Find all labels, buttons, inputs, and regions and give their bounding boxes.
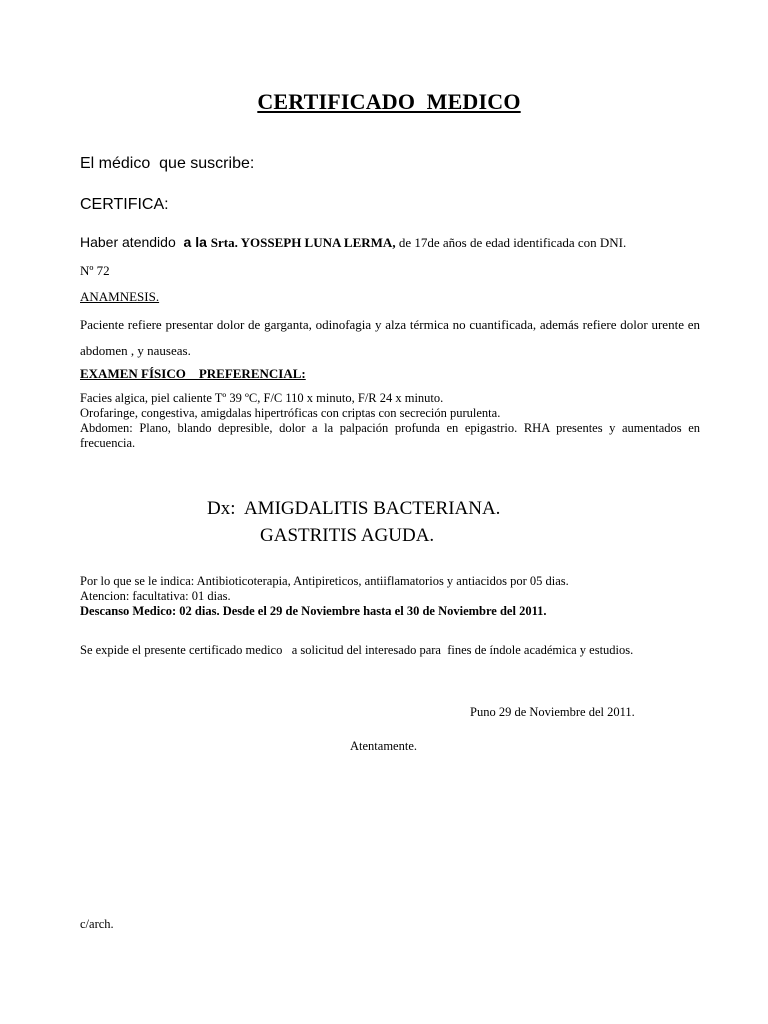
haber-text: Haber atendido [80, 234, 180, 250]
date-text: Puno 29 de Noviembre del 2011. [470, 705, 635, 719]
indication-line-2: Atencion: facultativa: 01 dias. [80, 589, 231, 603]
dni-text: Nº 72 [80, 263, 110, 278]
diagnosis-line-1: Dx: AMIGDALITIS BACTERIANA. [207, 498, 501, 519]
exam-body [80, 391, 700, 451]
rest-period: Descanso Medico: 02 dias. Desde el 29 de Noviembre hasta el 30 de Noviembre del 2011. [80, 604, 547, 618]
exam-line-1: Facies algica, piel caliente Tº 39 ºC, F/C 110 x minuto, F/R 24 x minuto. [80, 391, 444, 405]
patient-name: Srta. YOSSEPH LUNA LERMA, [210, 235, 396, 250]
patient-rest: de 17de años de edad identificada con DNI. [395, 235, 627, 250]
indication-line-1: Por lo que se le indica: Antibioticoterapia, Antipireticos, antiiflamatorios y antiacidos por 05 dias. [80, 574, 569, 588]
diagnosis-line-2: GASTRITIS AGUDA. [260, 525, 435, 546]
patient-line [80, 234, 626, 251]
page-title: CERTIFICADO MEDICO [257, 89, 521, 114]
intro-text: El médico que suscribe: [80, 155, 255, 172]
archive-note: c/arch. [80, 917, 114, 931]
anamnesis-text: Paciente refiere presentar dolor de garganta, odinofagia y alza térmica no cuantificada, además refiere dolor urente en abdomen , y nauseas. [80, 317, 700, 358]
anamnesis-heading: ANAMNESIS. [80, 289, 160, 304]
a-la-text: a la [179, 234, 211, 250]
exam-heading: EXAMEN FÍSICO _ PREFERENCIAL: [80, 366, 306, 381]
closing-text: Atentamente. [350, 739, 417, 753]
exam-line-2: Orofaringe, congestiva, amigdalas hipertróficas con criptas con secreción purulenta. [80, 406, 501, 420]
indication-block [80, 574, 700, 619]
expide-text: Se expide el presente certificado medico a solicitud del interesado para fines de índole académica y estudios. [80, 643, 634, 657]
certifica-heading: CERTIFICA: [80, 196, 169, 213]
exam-line-3: Abdomen: Plano, blando depresible, dolor a la palpación profunda en epigastrio. RHA presentes y aumentados en frecuencia. [80, 421, 700, 450]
